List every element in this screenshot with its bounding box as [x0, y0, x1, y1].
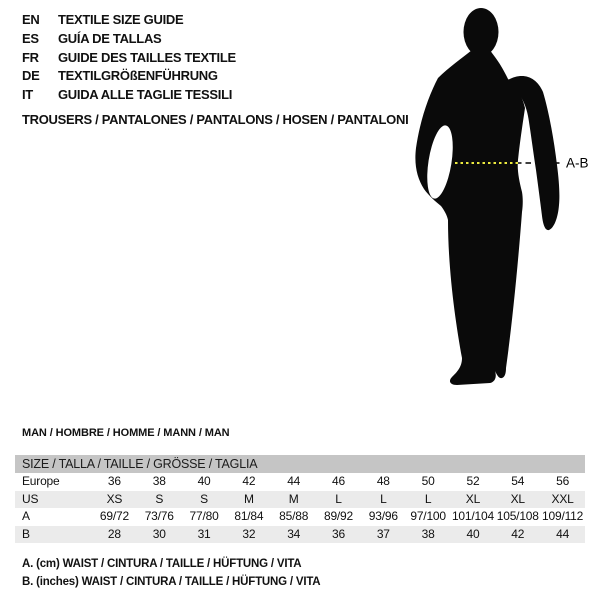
- table-cell: 50: [421, 474, 435, 488]
- table-cell: XXL: [551, 491, 574, 506]
- measurement-notes: [22, 555, 320, 591]
- table-cell: 44: [556, 526, 570, 541]
- row-label: US: [22, 491, 39, 506]
- language-code: ES: [22, 30, 39, 46]
- table-cell: 52: [466, 474, 480, 488]
- language-row: [22, 69, 236, 82]
- table-cell: L: [335, 491, 342, 506]
- table-cell: 36: [107, 474, 121, 488]
- language-code: FR: [22, 49, 39, 65]
- table-cell: S: [200, 491, 208, 506]
- table-cell: 31: [197, 526, 211, 541]
- language-label: TEXTILGRÖßENFÜHRUNG: [58, 68, 218, 84]
- table-cell: 97/100: [410, 509, 446, 523]
- table-cell: 46: [332, 474, 345, 488]
- table-cell: 40: [197, 474, 211, 488]
- table-cell: 42: [242, 474, 256, 488]
- table-cell: 69/72: [99, 509, 129, 523]
- language-row: [22, 13, 236, 26]
- table-cell: 44: [287, 474, 301, 488]
- table-cell: 56: [556, 474, 570, 488]
- language-list: [22, 13, 236, 101]
- table-cell: L: [380, 491, 387, 506]
- table-cell: 81/84: [234, 509, 264, 523]
- section-title-man: MAN / HOMBRE / HOMME / MANN / MAN: [22, 427, 230, 439]
- language-label: GUIDE DES TAILLES TEXTILE: [58, 49, 236, 65]
- size-table-body: [15, 473, 585, 543]
- table-cell: M: [243, 491, 254, 506]
- table-cell: 38: [421, 526, 435, 541]
- table-cell: 73/76: [144, 509, 174, 523]
- table-cell: L: [424, 491, 432, 506]
- table-cell: 105/108: [496, 509, 539, 523]
- table-cell: 32: [242, 526, 256, 541]
- silhouette-head: [464, 8, 499, 56]
- table-cell: 54: [511, 474, 525, 488]
- measure-label: A-B: [566, 155, 589, 171]
- note-b: B. (inches) WAIST / CINTURA / TAILLE / HÜFTUNG / VITA: [22, 576, 321, 588]
- table-cell: 77/80: [189, 509, 219, 523]
- row-label: B: [22, 526, 30, 541]
- table-cell: 48: [376, 474, 390, 488]
- table-row: [15, 526, 585, 544]
- language-label: GUIDA ALLE TAGLIE TESSILI: [58, 87, 233, 103]
- table-cell: 85/88: [279, 509, 309, 523]
- language-label: GUÍA DE TALLAS: [58, 30, 162, 46]
- table-row: [15, 508, 585, 526]
- table-cell: 89/92: [323, 509, 353, 523]
- language-label: TEXTILE SIZE GUIDE: [58, 12, 184, 28]
- size-table-header: SIZE / TALLA / TAILLE / GRÖSSE / TAGLIA: [15, 455, 585, 473]
- row-label: Europe: [22, 474, 60, 488]
- table-cell: XL: [465, 491, 481, 506]
- note-a: A. (cm) WAIST / CINTURA / TAILLE / HÜFTUNG / VITA: [22, 558, 302, 570]
- silhouette-body: [415, 50, 525, 385]
- language-row: [22, 88, 236, 101]
- table-cell: 93/96: [368, 509, 398, 523]
- table-cell: 28: [107, 526, 121, 541]
- table-cell: 42: [511, 526, 525, 541]
- table-cell: 34: [287, 526, 301, 541]
- man-silhouette-figure: [405, 0, 600, 400]
- table-cell: XS: [106, 491, 123, 506]
- table-cell: 30: [152, 526, 166, 541]
- size-table: [15, 455, 585, 543]
- language-row: [22, 51, 236, 64]
- language-code: EN: [22, 12, 40, 28]
- table-row: [15, 491, 585, 509]
- table-cell: 40: [466, 526, 480, 541]
- language-code: IT: [22, 87, 33, 103]
- language-row: [22, 32, 236, 45]
- table-cell: 37: [376, 526, 390, 541]
- table-cell: 109/112: [542, 509, 584, 523]
- table-cell: 38: [152, 474, 166, 488]
- row-label: A: [22, 509, 30, 523]
- language-code: DE: [22, 68, 40, 84]
- table-cell: XL: [510, 491, 525, 506]
- table-cell: 36: [332, 526, 345, 541]
- table-cell: S: [155, 491, 164, 506]
- table-cell: M: [288, 491, 299, 506]
- table-row: [15, 473, 585, 491]
- category-title: TROUSERS / PANTALONES / PANTALONS / HOSEN / PANTALONI: [22, 112, 409, 127]
- table-cell: 101/104: [451, 509, 494, 523]
